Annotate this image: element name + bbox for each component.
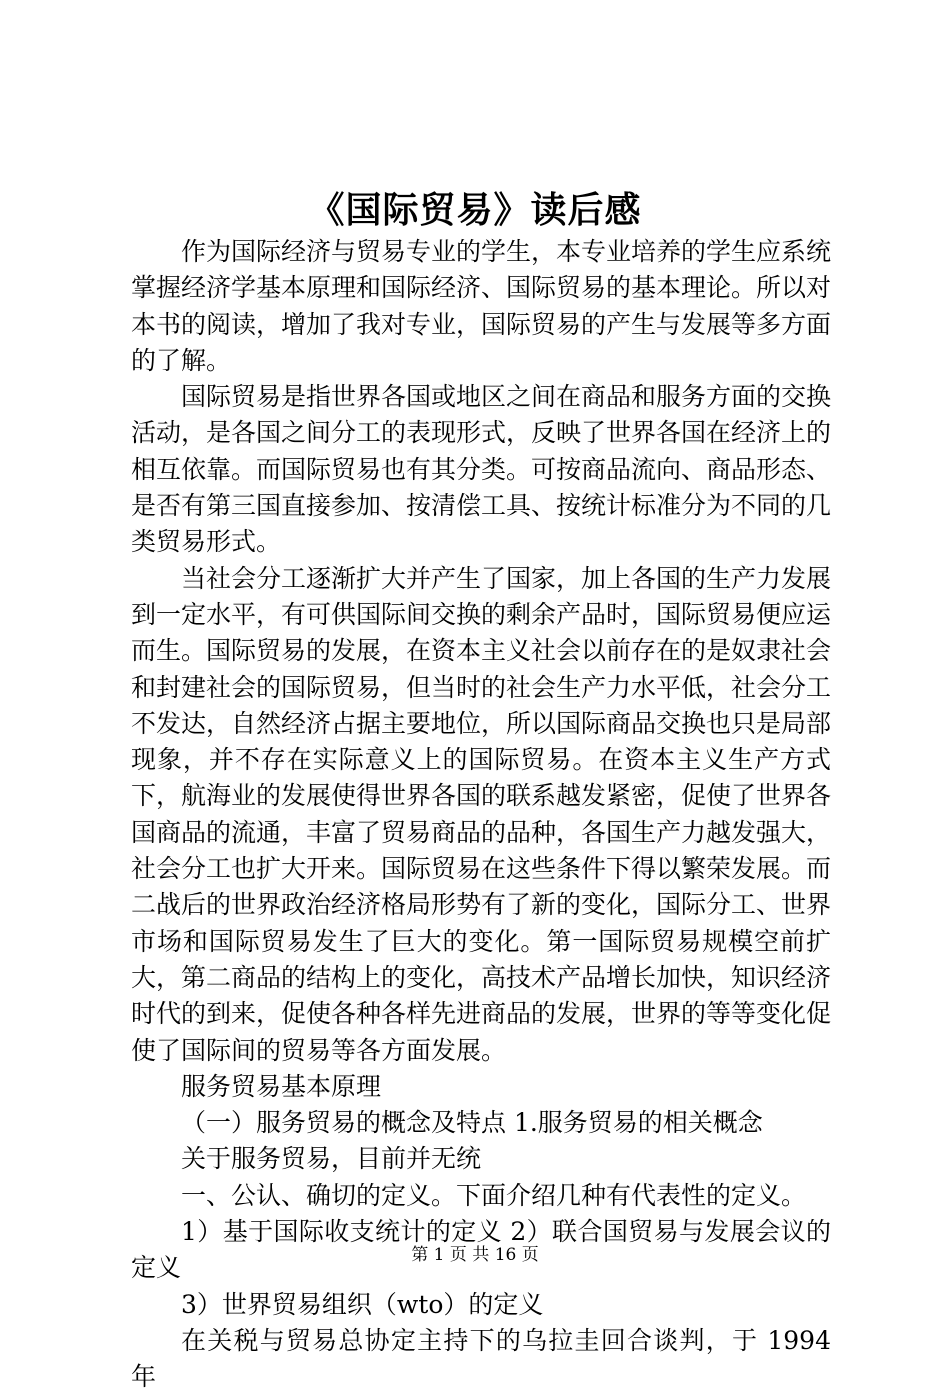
paragraph-wto-definition: 3）世界贸易组织（wto）的定义	[181, 1289, 544, 1319]
document-body	[131, 234, 831, 1396]
paragraph-history: 当社会分工逐渐扩大并产生了国家，加上各国的生产力发展到一定水平，有可供国际间交换的剩余产品时，国际贸易便应运而生。国际贸易的发展，在资本主义社会以前存在的是奴隶社会和封建社会的国际贸易，但当时的社会生产力水平低，社会分工不发达，自然经济占据主要地位，所以国际商品交换也只是局部现象，并不存在实际意义上的国际贸易。在资本主义生产方式下，航海业的发展使得世界各国的联系越发紧密，促使了世界各国商品的流通，丰富了贸易商品的品种，各国生产力越发强大，社会分工也扩大开来。国际贸易在这些条件下得以繁荣发展。而二战后的世界政治经济格局形势有了新的变化，国际分工、世界市场和国际贸易发生了巨大的变化。第一国际贸易规模空前扩大，第二商品的结构上的变化，高技术产品增长加快，知识经济时代的到来，促使各种各样先进商品的发展，世界的等等变化促使了国际间的贸易等各方面发展。	[131, 563, 832, 1065]
paragraph-heading-service-trade: 服务贸易基本原理	[181, 1071, 382, 1101]
paragraph-concept-heading: （一）服务贸易的概念及特点 1.服务贸易的相关概念	[181, 1108, 763, 1138]
paragraph-about-service-trade: 关于服务贸易，目前并无统	[181, 1144, 482, 1174]
paragraph-definitions-intro: 一、公认、确切的定义。下面介绍几种有代表性的定义。	[181, 1180, 807, 1210]
paragraph-definition: 国际贸易是指世界各国或地区之间在商品和服务方面的交换活动，是各国之间分工的表现形式，反映了世界各国在经济上的相互依靠。而国际贸易也有其分类。可按商品流向、商品形态、是否有第三国直接参加、按清偿工具、按统计标准分为不同的几类贸易形式。	[131, 382, 832, 557]
paragraph-definitions-list: 1）基于国际收支统计的定义 2）联合国贸易与发展会议的定义	[131, 1217, 831, 1283]
paragraph-uruguay-round: 在关税与贸易总协定主持下的乌拉圭回合谈判，于 1994 年	[131, 1325, 831, 1392]
paragraph-intro: 作为国际经济与贸易专业的学生，本专业培养的学生应系统掌握经济学基本原理和国际经济、国际贸易的基本理论。所以对本书的阅读，增加了我对专业，国际贸易的产生与发展等多方面的了解。	[131, 237, 832, 375]
document-title: 《国际贸易》读后感	[308, 189, 642, 231]
page-footer: 第 1 页 共 16 页	[411, 1245, 539, 1265]
